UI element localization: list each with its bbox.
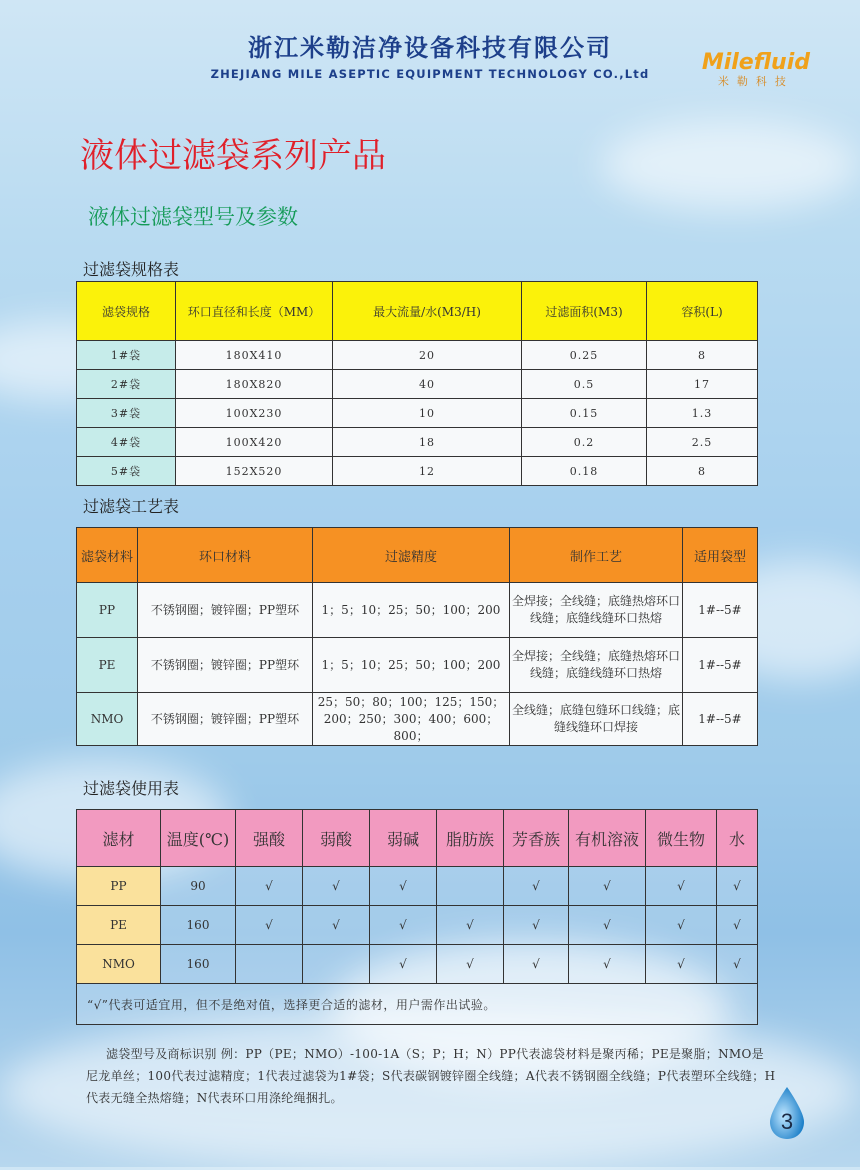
column-header: 过滤精度 bbox=[313, 528, 510, 583]
row-label: PP bbox=[77, 867, 161, 906]
check-cell: √ bbox=[303, 867, 370, 906]
usage-table bbox=[76, 809, 758, 1025]
table-cell: 1；5；10；25；50；100；200 bbox=[313, 583, 510, 638]
check-cell: √ bbox=[370, 906, 437, 945]
table-cell: 2.5 bbox=[647, 428, 758, 457]
check-cell: √ bbox=[646, 867, 717, 906]
table-cell: 0.5 bbox=[522, 370, 647, 399]
column-header: 水 bbox=[717, 810, 758, 867]
column-header: 最大流量/水(M3/H) bbox=[333, 282, 522, 341]
company-logo bbox=[702, 50, 810, 89]
column-header: 微生物 bbox=[646, 810, 717, 867]
row-label: NMO bbox=[77, 945, 161, 984]
check-cell: √ bbox=[504, 945, 569, 984]
table-cell: 0.18 bbox=[522, 457, 647, 486]
column-header: 滤袋规格 bbox=[77, 282, 176, 341]
page-subtitle: 液体过滤袋型号及参数 bbox=[88, 205, 298, 229]
page-title: 液体过滤袋系列产品 bbox=[80, 136, 386, 176]
table-cell: 8 bbox=[647, 457, 758, 486]
row-label: PE bbox=[77, 906, 161, 945]
logo-subtext: 米勒科技 bbox=[717, 75, 794, 88]
background-cloud bbox=[600, 120, 860, 210]
table-row bbox=[77, 945, 758, 984]
company-name-cn: 浙江米勒洁净设备科技有限公司 bbox=[248, 34, 612, 62]
table-cell: 12 bbox=[333, 457, 522, 486]
table-cell: 18 bbox=[333, 428, 522, 457]
table-note: “√”代表可适宜用，但不是绝对值，选择更合适的滤材，用户需作出试验。 bbox=[77, 984, 758, 1025]
table-cell: 10 bbox=[333, 399, 522, 428]
page-number-badge bbox=[766, 1085, 808, 1141]
row-label: 3#袋 bbox=[77, 399, 176, 428]
table-cell: 17 bbox=[647, 370, 758, 399]
row-label: PE bbox=[77, 638, 138, 693]
process-table bbox=[76, 527, 758, 746]
table-cell: 全线缝；底缝包缝环口线缝；底缝线缝环口焊接 bbox=[510, 693, 683, 746]
table-header-row bbox=[77, 282, 758, 341]
table-cell: 不锈钢圈；镀锌圈；PP塑环 bbox=[138, 638, 313, 693]
check-cell: √ bbox=[569, 867, 646, 906]
table-cell: 1；5；10；25；50；100；200 bbox=[313, 638, 510, 693]
check-cell: √ bbox=[646, 906, 717, 945]
check-cell: √ bbox=[303, 906, 370, 945]
column-header: 脂肪族 bbox=[437, 810, 504, 867]
table-cell: 全焊接；全线缝；底缝热熔环口线缝；底缝线缝环口热熔 bbox=[510, 638, 683, 693]
spec-table bbox=[76, 281, 758, 486]
check-cell bbox=[437, 867, 504, 906]
check-cell: √ bbox=[717, 867, 758, 906]
table-row bbox=[77, 370, 758, 399]
table-row bbox=[77, 428, 758, 457]
company-name-en: ZHEJIANG MILE ASEPTIC EQUIPMENT TECHNOLOGY CO.,Ltd bbox=[210, 67, 650, 81]
logo-text: Milefluid bbox=[701, 50, 810, 75]
table-cell: 40 bbox=[333, 370, 522, 399]
table-cell: 0.15 bbox=[522, 399, 647, 428]
check-cell bbox=[236, 945, 303, 984]
column-header: 弱碱 bbox=[370, 810, 437, 867]
check-cell: √ bbox=[504, 867, 569, 906]
table-cell: 100X420 bbox=[176, 428, 333, 457]
spec-table-title: 过滤袋规格表 bbox=[83, 260, 180, 279]
table-cell: 0.2 bbox=[522, 428, 647, 457]
table-row bbox=[77, 399, 758, 428]
column-header: 滤袋材料 bbox=[77, 528, 138, 583]
page-number: 3 bbox=[780, 1109, 794, 1134]
table-cell: 1.3 bbox=[647, 399, 758, 428]
check-cell: √ bbox=[236, 867, 303, 906]
column-header: 适用袋型 bbox=[683, 528, 758, 583]
table-cell: 160 bbox=[161, 945, 236, 984]
table-cell: 1#--5# bbox=[683, 693, 758, 746]
water-drop-icon bbox=[766, 1085, 808, 1141]
check-cell: √ bbox=[236, 906, 303, 945]
table-header-row bbox=[77, 528, 758, 583]
column-header: 温度(℃) bbox=[161, 810, 236, 867]
column-header: 制作工艺 bbox=[510, 528, 683, 583]
table-row bbox=[77, 341, 758, 370]
check-cell: √ bbox=[370, 867, 437, 906]
check-cell: √ bbox=[646, 945, 717, 984]
table-row bbox=[77, 906, 758, 945]
table-cell: 152X520 bbox=[176, 457, 333, 486]
table-cell: 0.25 bbox=[522, 341, 647, 370]
model-code-footnote: 滤袋型号及商标识别 例：PP（PE；NMO）-100-1A（S；P；H；N）PP代表滤袋材料是聚丙稀；PE是聚脂；NMO是尼龙单丝；100代表过滤精度；1代表过滤袋为1#袋；S代表碳钢镀锌圈全线缝；A代表不锈钢圈全线缝；P代表塑环全线缝；H代表无缝全热熔缝；N代表环口用涤纶绳捆扎。 bbox=[86, 1047, 776, 1105]
table-cell: 25；50；80；100；125；150；200；250；300；400；600；800； bbox=[313, 693, 510, 746]
row-label: 5#袋 bbox=[77, 457, 176, 486]
table-cell: 180X410 bbox=[176, 341, 333, 370]
table-cell: 8 bbox=[647, 341, 758, 370]
column-header: 弱酸 bbox=[303, 810, 370, 867]
table-row bbox=[77, 693, 758, 746]
check-cell: √ bbox=[437, 945, 504, 984]
usage-table-title: 过滤袋使用表 bbox=[83, 779, 180, 798]
row-label: PP bbox=[77, 583, 138, 638]
check-cell: √ bbox=[370, 945, 437, 984]
check-cell: √ bbox=[504, 906, 569, 945]
check-cell: √ bbox=[437, 906, 504, 945]
column-header: 有机溶液 bbox=[569, 810, 646, 867]
table-cell: 20 bbox=[333, 341, 522, 370]
check-cell: √ bbox=[717, 906, 758, 945]
table-note-row bbox=[77, 984, 758, 1025]
table-cell: 90 bbox=[161, 867, 236, 906]
table-cell: 不锈钢圈；镀锌圈；PP塑环 bbox=[138, 583, 313, 638]
table-row bbox=[77, 867, 758, 906]
table-cell: 全焊接；全线缝；底缝热熔环口线缝；底缝线缝环口热熔 bbox=[510, 583, 683, 638]
column-header: 环口材料 bbox=[138, 528, 313, 583]
process-table-title: 过滤袋工艺表 bbox=[83, 497, 180, 516]
table-row bbox=[77, 583, 758, 638]
check-cell: √ bbox=[569, 945, 646, 984]
table-cell: 160 bbox=[161, 906, 236, 945]
table-cell: 100X230 bbox=[176, 399, 333, 428]
table-cell: 1#--5# bbox=[683, 638, 758, 693]
table-cell: 不锈钢圈；镀锌圈；PP塑环 bbox=[138, 693, 313, 746]
table-header-row bbox=[77, 810, 758, 867]
column-header: 强酸 bbox=[236, 810, 303, 867]
check-cell bbox=[303, 945, 370, 984]
column-header: 过滤面积(M3) bbox=[522, 282, 647, 341]
table-row bbox=[77, 638, 758, 693]
check-cell: √ bbox=[569, 906, 646, 945]
row-label: 2#袋 bbox=[77, 370, 176, 399]
table-row bbox=[77, 457, 758, 486]
row-label: NMO bbox=[77, 693, 138, 746]
column-header: 滤材 bbox=[77, 810, 161, 867]
check-cell: √ bbox=[717, 945, 758, 984]
table-cell: 180X820 bbox=[176, 370, 333, 399]
column-header: 容积(L) bbox=[647, 282, 758, 341]
column-header: 环口直径和长度（MM） bbox=[176, 282, 333, 341]
column-header: 芳香族 bbox=[504, 810, 569, 867]
table-cell: 1#--5# bbox=[683, 583, 758, 638]
row-label: 4#袋 bbox=[77, 428, 176, 457]
row-label: 1#袋 bbox=[77, 341, 176, 370]
